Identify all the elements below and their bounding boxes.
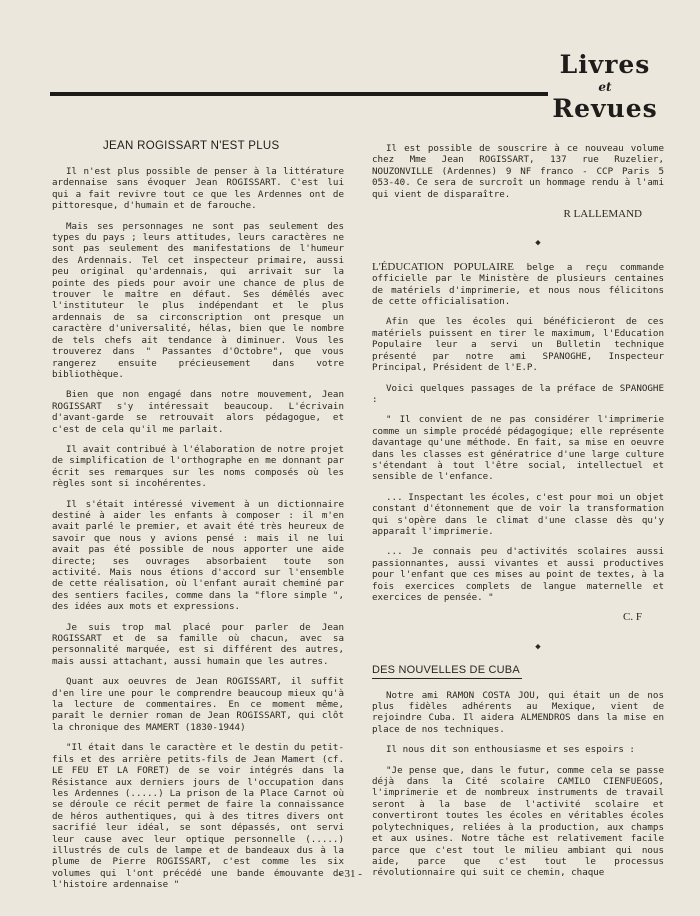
left-paragraph: Il s'était intéressé vivement à un dictionnaire destiné à aider les enfants à composer : il m'en avait parlé le premier, et avait été très heureux de savoir que nous y avions pensé : mais il ne lui avait pas été possible de nous apporter une aide directe; ses ouvrages absorbaient toute son activité. Mais nous étions d'accord sur l'ensemble de cette réalisation, où l'enfant aurait cheminé par des sentiers faciles, comme dans la "flore simple ", des idées aux mots et expressions. <box>52 498 344 613</box>
signature-cf: C. F <box>623 611 642 624</box>
left-quote: "Il était dans le caractère et le destin du petit-fils et des arrière petits-fils de Jean Mamert (cf. LE FEU ET LA FORET) de se voir intégrés dans la Résistance aux derniers jours de l'occupation dans les Ardennes (.....) La prison de la Place Carnot où se déroule ce récit permet de faire la connaissance de héros authentiques, qui à des titres divers ont sacrifié leur idéal, se sont dépassés, ont servi leur cause avec leur optique personnelle (.....) illustrés de culs de lampe et de bandeaux dus à la plume de Pierre ROGISSART, c'est comme les six volumes qui l'ont précédé une bande émouvante de l'histoire ardennaise " <box>52 742 344 891</box>
left-paragraph: Il avait contribué à l'élaboration de notre projet de simplification de l'orthographe en me donnant par écrit ses remarques sur les noms composés où les règles sont si incohérentes. <box>52 443 344 490</box>
edu-quote: ... Inspectant les écoles, c'est pour moi un objet constant d'étonnement que de voir la transformation qui s'opère dans le climat d'une classe dès qu'y apparaît l'imprimerie. <box>372 491 664 537</box>
section-masthead <box>550 50 660 124</box>
edu-paragraph: Voici quelques passages de la préface de SPANOGHE : <box>372 382 664 405</box>
cuba-paragraph: Notre ami RAMON COSTA JOU, qui était un de nos plus fidèles adhérents au Mexique, vient de rejoindre Cuba. Il aidera ALMENDROS dans la mise en place de nos techniques. <box>372 689 664 735</box>
education-populaire-heading: L'ÉDUCATION POPULAIRE <box>372 260 514 273</box>
diamond-separator: ◆ <box>535 641 541 652</box>
left-paragraph: Il n'est plus possible de penser à la littérature ardennaise sans évoquer Jean ROGISSART. C'est lui qui a fait revivre tout ce que les Ardennes ont de pittoresque, d'humain et de farouche. <box>52 166 344 212</box>
cuba-heading: DES NOUVELLES DE CUBA <box>372 665 522 678</box>
right-column <box>372 143 664 879</box>
left-paragraph: Je suis trop mal placé pour parler de Jean ROGISSART et de sa famille où chacun, avec sa personnalité marquée, est si différent des autres, mais aussi attachant, aussi humain que les autres. <box>52 621 344 667</box>
page-number: - 31 - <box>338 868 362 880</box>
edu-paragraph: Afin que les écoles qui bénéficieront de ces matériels puissent en tirer le maximum, l'Education Populaire leur a servi un Bulletin technique présenté par notre ami SPANOGHE, Inspecteur Principal, Président de l'E.P. <box>372 316 664 374</box>
masthead-livres: Livres <box>559 50 651 79</box>
education-populaire-lead-text: belge a reçu commande officielle par le Ministère de plusieurs centaines de matériels d'imprimerie, et nous nous félicitons de cette officialisation. <box>372 261 664 308</box>
edu-quote: " Il convient de ne pas considérer l'imprimerie comme un simple procédé pédagogique; elle représente davantage qu'une méthode. En fait, sa mise en oeuvre dans les classes est génératrice d'une large culture s'étendant à tout l'être social, intellectuel et sensible de l'enfance. <box>372 414 664 483</box>
diamond-separator: ◆ <box>535 238 541 249</box>
masthead-revues: Revues <box>552 94 658 123</box>
article-title-rogissart: JEAN ROGISSART N'EST PLUS <box>103 140 280 152</box>
header-rule <box>50 92 548 96</box>
subscription-paragraph: Il est possible de souscrire à ce nouveau volume chez Mme Jean ROGISSART, 137 rue Ruzelier, NOUZONVILLE (Ardennes) 9 NF franco - CCP Paris 5 053-40. Ce sera de surcroît un hommage rendu à l'ami qui vient de disparaître. <box>372 143 664 200</box>
left-column <box>52 166 344 900</box>
education-populaire-lead <box>372 262 664 308</box>
cuba-quote: "Je pense que, dans le futur, comme cela se passe déjà dans la Cité scolaire CAMILO CIENFUEGOS, l'imprimerie et de nombreux instruments de travail seront à la base de l'activité scolaire et convertiront toutes les écoles en véritables écoles polytechniques, reliées à la production, aux champs et aux usines. Notre tâche est relativement facile parce que c'est tout le milieu ambiant qui nous aide, parce que c'est tout le processus révolutionnaire qui suit ce chemin, chaque <box>372 764 664 879</box>
masthead-et: et <box>598 80 612 94</box>
edu-quote: ... Je connais peu d'activités scolaires aussi passionnantes, aussi vivantes et aussi productives pour l'enfant que ces mises au point de textes, à la fois exercices complets de langue maternelle et exercices de pensée. " <box>372 546 664 603</box>
cuba-paragraph: Il nous dit son enthousiasme et ses espoirs : <box>386 744 635 756</box>
signature-lallemand: R LALLEMAND <box>563 208 642 221</box>
left-paragraph: Quant aux oeuvres de Jean ROGISSART, il suffit d'en lire une pour le comprendre beaucoup mieux qu'à la lecture de commentaires. En ce moment même, paraît le dernier roman de Jean ROGISSART, qui clôt la chronique des MAMERT (1830-1944) <box>52 676 344 733</box>
left-paragraph: Bien que non engagé dans notre mouvement, Jean ROGISSART s'y intéressait beaucoup. L'écrivain d'avant-garde se retrouvait alors pédagogue, et c'est de cela qu'il me parlait. <box>52 389 344 435</box>
left-paragraph: Mais ses personnages ne sont pas seulement des types du pays ; leurs attitudes, leurs caractères ne sont pas seulement des manifestations de l'humeur des Ardennais. Tel cet inspecteur primaire, aussi peu original qu'ardennais, qui arrivait sur la pointe des pieds pour avoir une chance de plus de trouver le maître en défaut. Ses démêlés avec l'instituteur le plus indépendant et le plus ardennais de sa circonscription ont presque un caractère d'universalité, hélas, bien que le nombre de tels chefs ait tendance à diminuer. Vous les trouverez dans " Passantes d'Octobre", que vous rangerez ensuite précieusement dans votre bibliothèque. <box>52 220 344 380</box>
